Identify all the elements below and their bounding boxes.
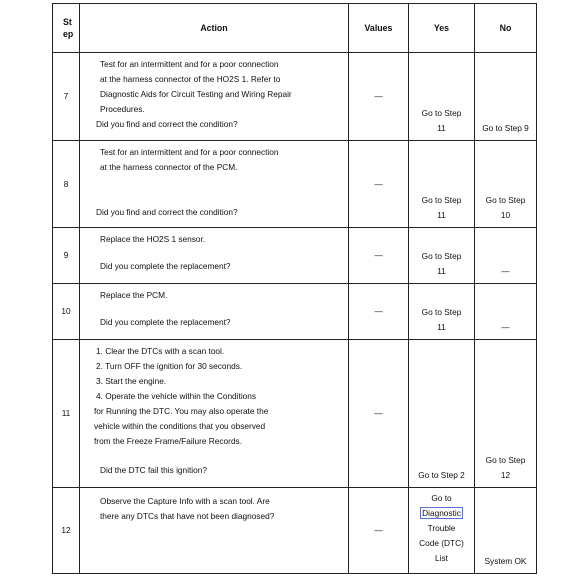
values-cell: — (349, 53, 409, 141)
yes-line: List (435, 553, 448, 563)
action-line: Replace the PCM. (100, 290, 168, 300)
action-question: Did you find and correct the condition? (96, 119, 238, 129)
diagnostic-table-container (52, 3, 536, 570)
action-line: at the harness connector of the PCM. (100, 162, 238, 172)
yes-line: Go to (431, 493, 452, 503)
header-yes: Yes (409, 4, 475, 53)
header-no: No (475, 4, 537, 53)
table-row (53, 53, 537, 141)
no-cell (475, 53, 537, 141)
yes-cell (409, 53, 475, 141)
action-question: Did the DTC fail this ignition? (100, 465, 207, 475)
step-number: 9 (53, 228, 80, 284)
yes-line: Trouble (427, 523, 456, 533)
values-cell: — (349, 340, 409, 488)
step-number: 10 (53, 284, 80, 340)
action-question: Did you complete the replacement? (100, 317, 231, 327)
no-line: 12 (500, 470, 511, 480)
yes-line: Code (DTC) (419, 538, 464, 548)
yes-line: 11 (437, 266, 446, 276)
action-line: at the harness connector of the HO2S 1. Refer to (100, 74, 281, 84)
no-line: Go to Step (485, 195, 526, 205)
action-line: from the Freeze Frame/Failure Records. (94, 436, 243, 446)
action-line: Observe the Capture Info with a scan tool. Are (100, 496, 270, 506)
yes-line: Go to Step (421, 307, 462, 317)
no-cell (475, 141, 537, 228)
table-row (53, 284, 537, 340)
no-cell (475, 488, 537, 574)
action-line: Replace the HO2S 1 sensor. (100, 234, 206, 244)
yes-cell (409, 141, 475, 228)
action-line: 4. Operate the vehicle within the Conditions (96, 391, 257, 401)
values-cell: — (349, 284, 409, 340)
no-cell (475, 340, 537, 488)
no-cell (475, 284, 537, 340)
action-line: for Running the DTC. You may also operate the (94, 406, 269, 416)
values-cell: — (349, 488, 409, 574)
action-line: Test for an intermittent and for a poor connection (100, 147, 279, 157)
yes-line: Go to Step (421, 195, 462, 205)
no-cell (475, 228, 537, 284)
yes-line: Go to Step (421, 108, 462, 118)
yes-line: 11 (437, 210, 446, 220)
values-cell: — (349, 228, 409, 284)
values-cell: — (349, 141, 409, 228)
action-line: vehicle within the conditions that you observed (94, 421, 266, 431)
action-cell (80, 141, 349, 228)
action-question: Did you complete the replacement? (100, 261, 231, 271)
yes-line: 11 (437, 322, 446, 332)
no-line: — (501, 322, 510, 332)
action-line: 3. Start the engine. (96, 376, 167, 386)
action-line: Procedures. (100, 104, 145, 114)
yes-line: Go to Step 2 (418, 470, 465, 480)
yes-line: Go to Step (421, 251, 462, 261)
action-question: Did you find and correct the condition? (96, 207, 238, 217)
header-action: Action (80, 4, 349, 53)
action-line: 1. Clear the DTCs with a scan tool. (96, 346, 225, 356)
no-line: 10 (500, 210, 511, 220)
yes-cell (409, 228, 475, 284)
no-line: System OK (484, 556, 527, 566)
action-line: Diagnostic Aids for Circuit Testing and Wiring Repair (100, 89, 292, 99)
step-number: 11 (53, 340, 80, 488)
yes-line: 11 (437, 123, 446, 133)
yes-cell (409, 284, 475, 340)
table-row (53, 340, 537, 488)
header-step: St ep (53, 4, 80, 53)
diagnostic-trouble-code-link[interactable]: Diagnostic (422, 508, 461, 518)
no-line: Go to Step 9 (482, 123, 529, 133)
action-cell (80, 284, 349, 340)
action-cell (80, 53, 349, 141)
step-number: 7 (53, 53, 80, 141)
table-header-row (53, 4, 537, 53)
table-row (53, 141, 537, 228)
header-values: Values (349, 4, 409, 53)
action-cell (80, 228, 349, 284)
step-number: 12 (53, 488, 80, 574)
step-number: 8 (53, 141, 80, 228)
table-row (53, 228, 537, 284)
action-cell (80, 488, 349, 574)
action-line: Test for an intermittent and for a poor connection (100, 59, 279, 69)
action-line: 2. Turn OFF the ignition for 30 seconds. (96, 361, 243, 371)
action-line: there any DTCs that have not been diagnosed? (100, 511, 275, 521)
no-line: Go to Step (485, 455, 526, 465)
yes-cell (409, 488, 475, 574)
no-line: — (501, 266, 510, 276)
table-row (53, 488, 537, 574)
diagnostic-steps-table (52, 3, 537, 574)
action-cell (80, 340, 349, 488)
yes-cell (409, 340, 475, 488)
